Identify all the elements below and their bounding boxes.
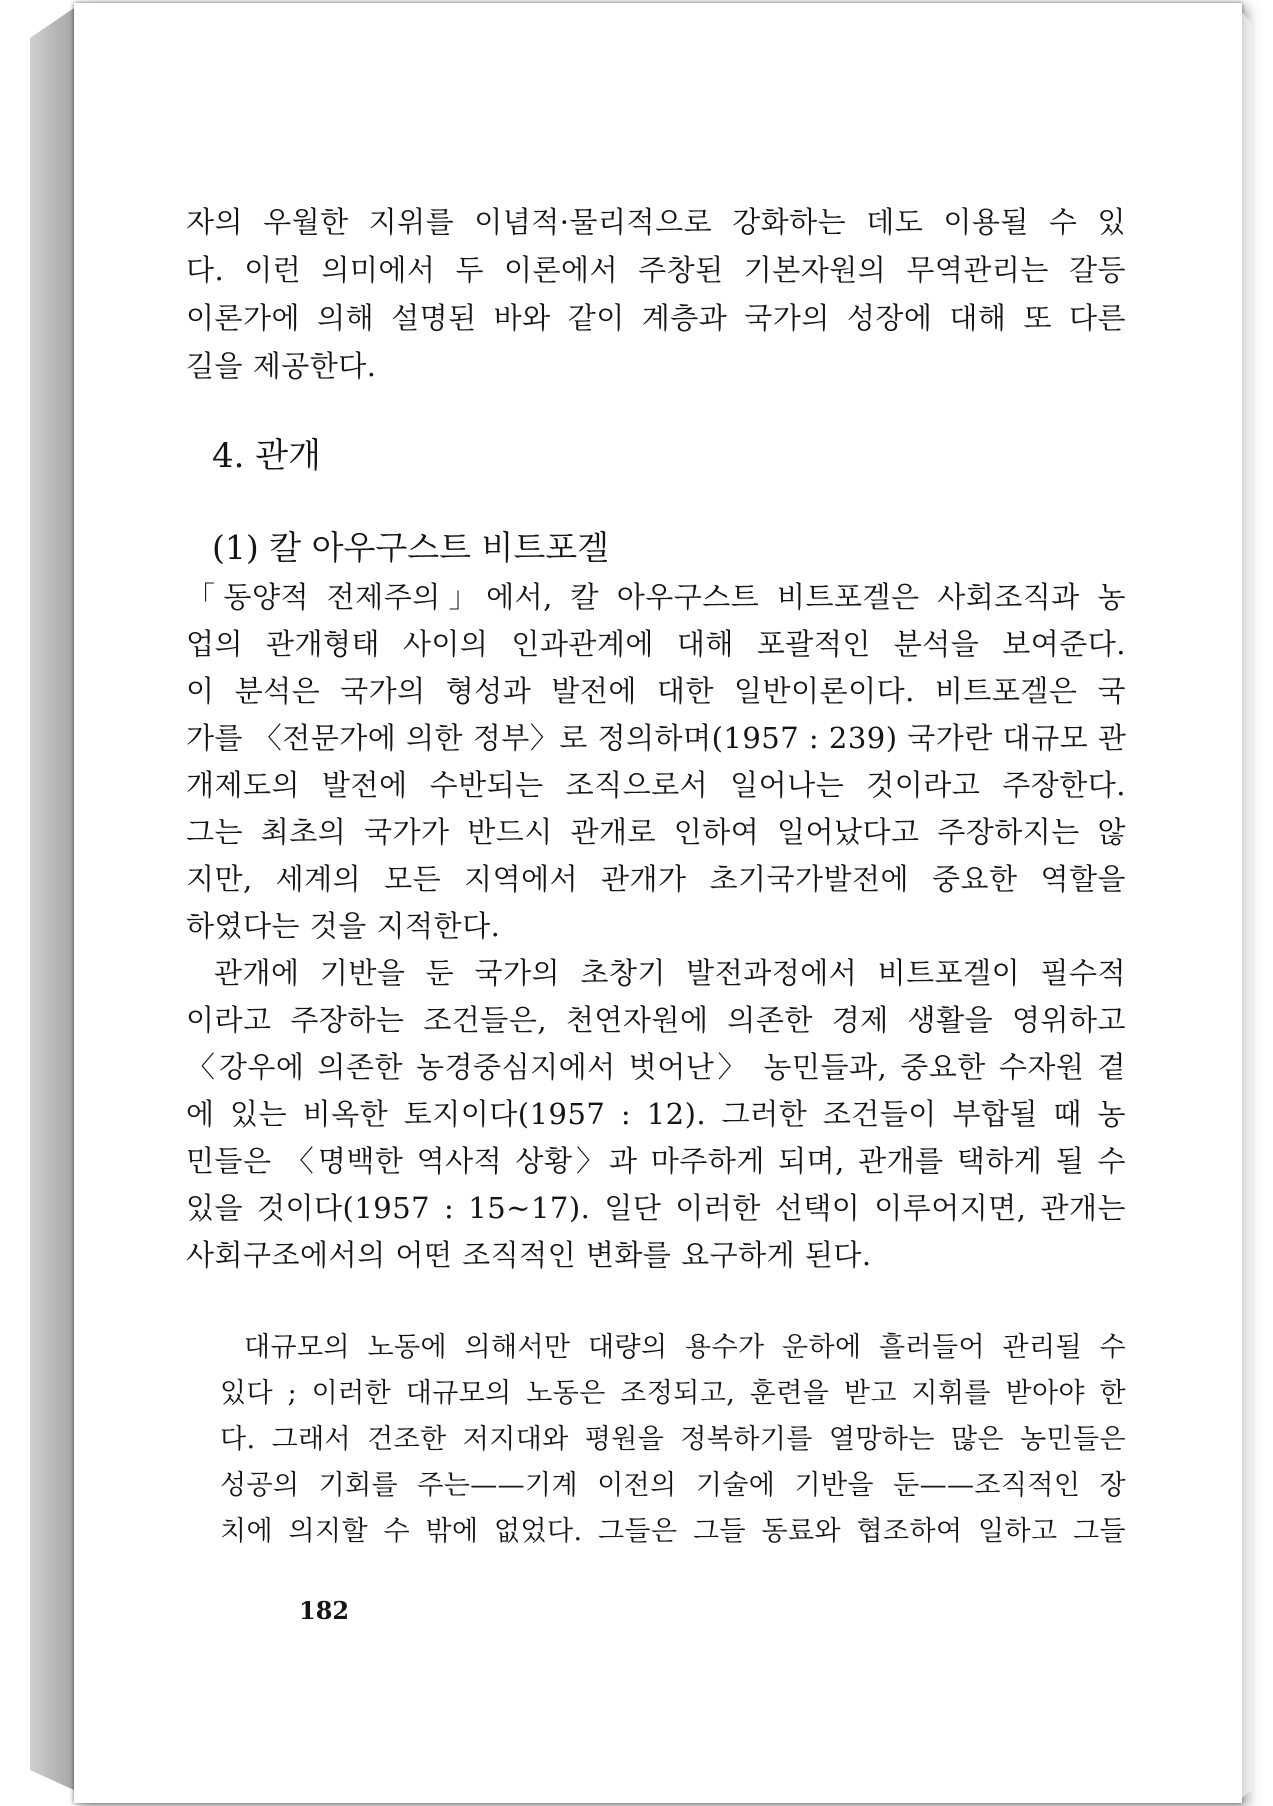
- quote-line: 성공의 기회를 주는——기계 이전의 기술에 기반을 둔——조직적인 장: [220, 1470, 1126, 1501]
- text-line: 있을 것이다(1957 : 15~17). 일단 이러한 선택이 이루어지면, 관개는: [186, 1191, 1126, 1225]
- page-edge: [1242, 12, 1252, 1798]
- section-heading: 4. 관개: [212, 436, 321, 476]
- text-line: 하였다는 것을 지적한다.: [186, 909, 501, 943]
- subsection-heading: (1) 칼 아우구스트 비트포겔: [212, 528, 609, 567]
- text-line: 이라고 주장하는 조건들은, 천연자원에 의존한 경제 생활을 영위하고: [186, 1003, 1126, 1037]
- book-spine: [30, 8, 74, 1790]
- text-line: 자의 우월한 지위를 이념적·물리적으로 강화하는 데도 이용될 수 있: [186, 205, 1126, 239]
- quote-line: 있다 ; 이러한 대규모의 노동은 조정되고, 훈련을 받고 지휘를 받아야 한: [220, 1378, 1126, 1409]
- text-line: 개제도의 발전에 수반되는 조직으로서 일어나는 것이라고 주장한다.: [186, 768, 1126, 802]
- text-line: 에 있는 비옥한 토지이다(1957 : 12). 그러한 조건들이 부합될 때 농: [186, 1097, 1126, 1131]
- text-line: 민들은 〈명백한 역사적 상황〉과 마주하게 되며, 관개를 택하게 될 수: [186, 1144, 1126, 1178]
- text-line: 「동양적 전제주의」에서, 칼 아우구스트 비트포겔은 사회조직과 농: [186, 580, 1126, 614]
- text-line: 〈강우에 의존한 농경중심지에서 벗어난〉 농민들과, 중요한 수자원 곁: [186, 1050, 1126, 1084]
- text-line: 지만, 세계의 모든 지역에서 관개가 초기국가발전에 중요한 역할을: [186, 862, 1126, 896]
- text-line: 그는 최초의 국가가 반드시 관개로 인하여 일어났다고 주장하지는 않: [186, 815, 1126, 849]
- text-line: 가를 〈전문가에 의한 정부〉로 정의하며(1957 : 239) 국가란 대규모 관: [186, 721, 1127, 755]
- page-number: 182: [299, 1596, 350, 1625]
- text-line: 업의 관개형태 사이의 인과관계에 대해 포괄적인 분석을 보여준다.: [186, 627, 1126, 661]
- text-line: 다. 이런 의미에서 두 이론에서 주창된 기본자원의 무역관리는 갈등: [186, 253, 1126, 287]
- text-line: 이 분석은 국가의 형성과 발전에 대한 일반이론이다. 비트포겔은 국: [186, 674, 1126, 708]
- text-line: 이론가에 의해 설명된 바와 같이 계층과 국가의 성장에 대해 또 다른: [186, 301, 1126, 335]
- quote-line: 대규모의 노동에 의해서만 대량의 용수가 운하에 흘러들어 관리될 수: [244, 1332, 1126, 1363]
- text-line: 관개에 기반을 둔 국가의 초창기 발전과정에서 비트포겔이 필수적: [214, 956, 1126, 990]
- quote-line: 다. 그래서 건조한 저지대와 평원을 정복하기를 열망하는 많은 농민들은: [220, 1424, 1126, 1455]
- text-line: 사회구조에서의 어떤 조직적인 변화를 요구하게 된다.: [186, 1238, 872, 1272]
- quote-line: 치에 의지할 수 밖에 없었다. 그들은 그들 동료와 협조하여 일하고 그들: [220, 1516, 1126, 1547]
- text-line: 길을 제공한다.: [186, 349, 377, 383]
